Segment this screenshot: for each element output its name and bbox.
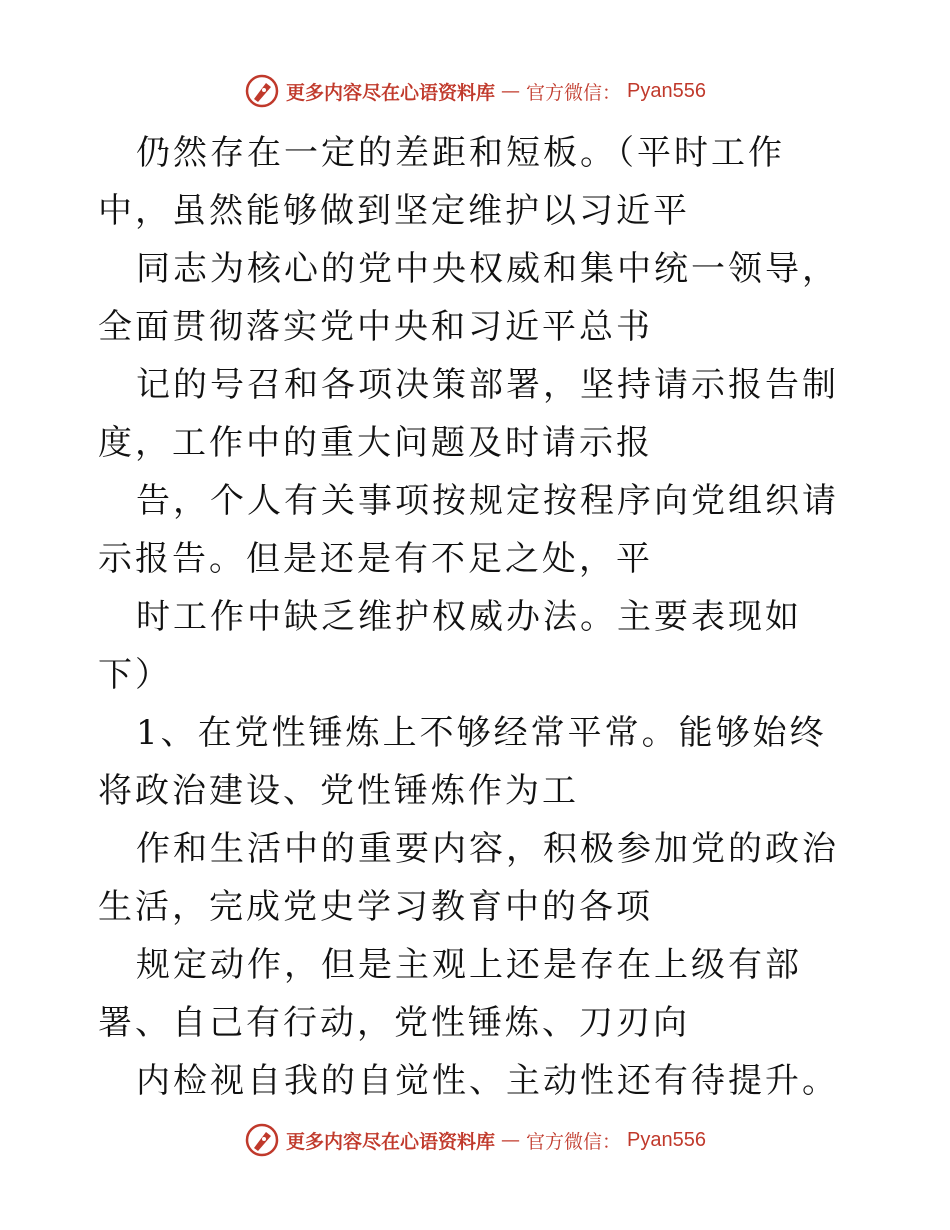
paragraph: 告，个人有关事项按规定按程序向党组织请示报告。但是还是有不足之处，平 bbox=[98, 481, 839, 579]
paragraph: 仍然存在一定的差距和短板。（平时工作中，虽然能够做到坚定维护以习近平 bbox=[98, 133, 785, 231]
paragraph: 同志为核心的党中央权威和集中统一领导，全面贯彻落实党中央和习近平总书 bbox=[98, 249, 839, 347]
banner-dash: — bbox=[501, 1129, 521, 1151]
pen-nib-logo-icon bbox=[244, 1122, 280, 1158]
wechat-id: Pyan556 bbox=[627, 79, 706, 102]
wechat-label: 官方微信： bbox=[526, 1130, 622, 1153]
site-name-text: 更多内容尽在心语资料库 bbox=[286, 81, 496, 104]
paragraph: 记的号召和各项决策部署，坚持请示报告制度，工作中的重大问题及时请示报 bbox=[98, 365, 839, 463]
paragraph: 规定动作，但是主观上还是存在上级有部署、自己有行动，党性锤炼、刀刃向 bbox=[98, 945, 802, 1043]
pen-nib-logo-icon bbox=[244, 73, 280, 109]
header-watermark-banner bbox=[0, 71, 950, 111]
wechat-label: 官方微信： bbox=[526, 81, 622, 104]
paragraph: 内检视自我的自觉性、主动性还有待提升。 bbox=[136, 1061, 839, 1101]
paragraph: 时工作中缺乏维护权威办法。主要表现如下） bbox=[98, 597, 802, 695]
banner-dash: — bbox=[501, 80, 521, 102]
document-body bbox=[98, 124, 858, 1110]
footer-watermark-banner bbox=[0, 1120, 950, 1160]
paragraph: 1、在党性锤炼上不够经常平常。能够始终将政治建设、党性锤炼作为工 bbox=[98, 713, 827, 811]
wechat-id: Pyan556 bbox=[627, 1128, 706, 1151]
site-name-text: 更多内容尽在心语资料库 bbox=[286, 1130, 496, 1153]
paragraph: 作和生活中的重要内容，积极参加党的政治生活，完成党史学习教育中的各项 bbox=[98, 829, 839, 927]
